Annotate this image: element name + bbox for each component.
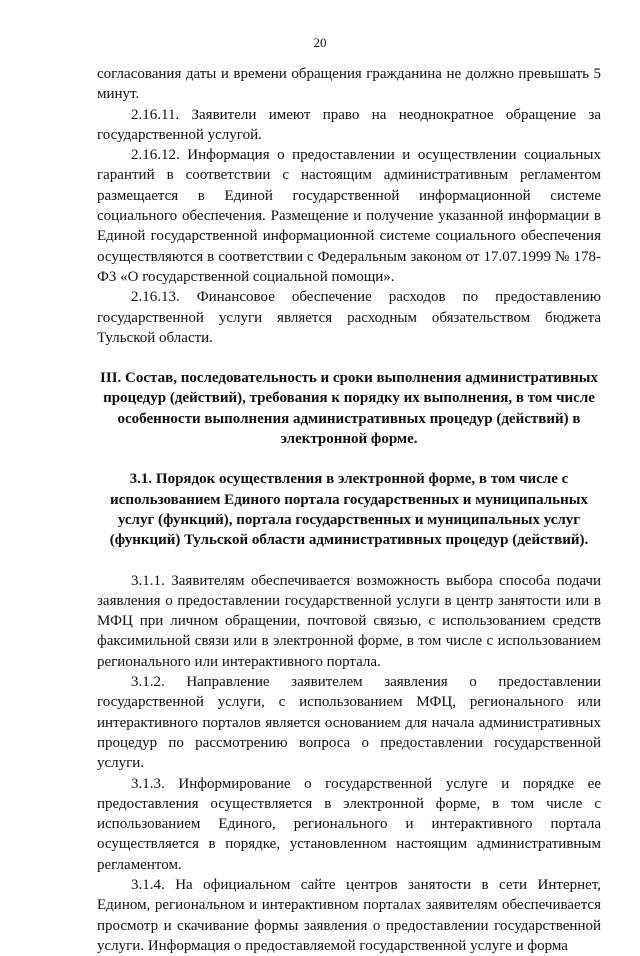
section-heading-3: III. Состав, последовательность и сроки выполнения административных процедур (действий), требования к порядку их выполнения, в том числе особенности выполнения административных процедур (действий) в электронной форме.	[100, 370, 598, 448]
paragraph-continuation: согласования даты и времени обращения гражданина не должно превышать 5 минут.	[97, 66, 601, 103]
subsection-heading-3-1: 3.1. Порядок осуществления в электронной форме, в том числе с использованием Единого портала государственных и муниципальных услуг (функций), портала государственных и муниципальных услуг (функций) Тульской области административных процедур (действий).	[109, 471, 589, 549]
paragraph-3-1-3: 3.1.3. Информирование о государственной услуге и порядке ее предоставления осуществляется в электронной форме, в том числе с использованием Единого, регионального и интерактивного портала осуществляется в порядке, установленном настоящим административным регламентом.	[97, 775, 601, 873]
paragraph-2-16-11: 2.16.11. Заявители имеют право на неоднократное обращение за государственной услугой.	[97, 106, 601, 143]
page-number: 20	[313, 35, 327, 50]
body-text	[97, 64, 601, 956]
paragraph-3-1-1: 3.1.1. Заявителям обеспечивается возможность выбора способа подачи заявления о предоставлении государственной услуги в центр занятости или в МФЦ при личном обращении, почтовой связью, с использованием средств факсимильной связи или в электронной форме, в том числе с использованием регионального или интерактивного портала.	[97, 572, 601, 670]
paragraph-2-16-13: 2.16.13. Финансовое обеспечение расходов по предоставлению государственной услуги является расходным обязательством бюджета Тульской области.	[97, 289, 601, 346]
paragraph-3-1-2: 3.1.2. Направление заявителем заявления о предоставлении государственной услуги, с использованием МФЦ, регионального или интерактивного порталов является основанием для начала административных процедур по рассмотрению вопроса о предоставлении государственной услуги.	[97, 674, 601, 772]
paragraph-2-16-12: 2.16.12. Информация о предоставлении и осуществлении социальных гарантий в соответствии с настоящим административным регламентом размещается в Единой государственной информационной системе социального обеспечения. Размещение и получение указанной информации в Единой государственной информационной системе социального обеспечения осуществляются в соответствии с Федеральным законом от 17.07.1999 № 178-ФЗ «О государственной социальной помощи».	[97, 147, 601, 285]
paragraph-3-1-4: 3.1.4. На официальном сайте центров занятости в сети Интернет, Едином, региональном и интерактивном порталах заявителям обеспечивается просмотр и скачивание формы заявления о предоставлении государственной услуги. Информация о предоставляемой государственной услуге и форма	[97, 876, 601, 954]
